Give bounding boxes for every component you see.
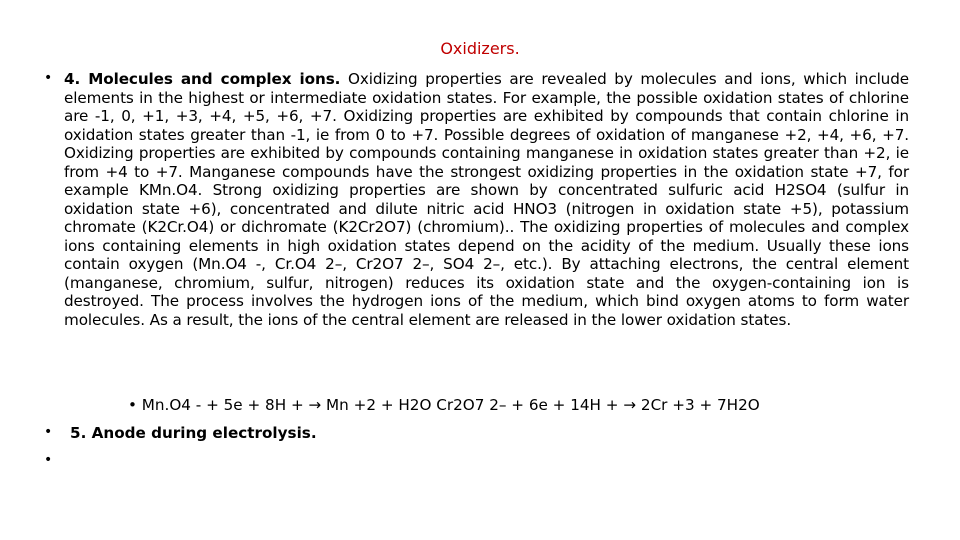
bullet-marker: •: [44, 452, 53, 468]
item-4-paragraph: [64, 70, 909, 329]
item-5-heading: 5. Anode during electrolysis.: [70, 424, 317, 442]
equations-line: • Mn.O4 - + 5e + 8H + → Mn +2 + H2O Cr2O7 2– + 6e + 14H + → 2Cr +3 + 7H2O: [128, 396, 760, 414]
item-4-heading: 4. Molecules and complex ions.: [64, 70, 341, 88]
bullet-marker: •: [44, 424, 53, 440]
item-4-text: Oxidizing properties are revealed by molecules and ions, which include elements in the highest or intermediate oxidation states. For example, the possible oxidation states of chlorine are -1, 0, +1, +3, +4, +5, +6, +7. Oxidizing properties are exhibited by compounds that contain chlorine in oxidation states greater than -1, ie from 0 to +7. Possible degrees of oxidation of manganese +2, +4, +6, +7. Oxidizing properties are exhibited by compounds containing manganese in oxidation states greater than +2, ie from +4 to +7. Manganese compounds have the strongest oxidizing properties in the oxidation state +7, for example KMn.O4. Strong oxidizing properties are shown by concentrated sulfuric acid H2SO4 (sulfur in oxidation state +6), concentrated and dilute nitric acid HNO3 (nitrogen in oxidation state +5), potassium chromate (K2Cr.O4) or dichromate (K2Cr2O7) (chromium).. The oxidizing properties of molecules and complex ions containing elements in high oxidation states depend on the acidity of the medium. Usually these ions contain oxygen (Mn.O4 -, Cr.O4 2–, Cr2O7 2–, SO4 2–, etc.). By attaching electrons, the central element (manganese, chromium, sulfur, nitrogen) reduces its oxidation state and the oxygen-containing ion is destroyed. The process involves the hydrogen ions of the medium, which bind oxygen atoms to form water molecules. As a result, the ions of the central element are released in the lower oxidation states.: [64, 70, 909, 329]
slide-title: Oxidizers.: [440, 39, 520, 58]
bullet-marker: •: [44, 70, 53, 86]
